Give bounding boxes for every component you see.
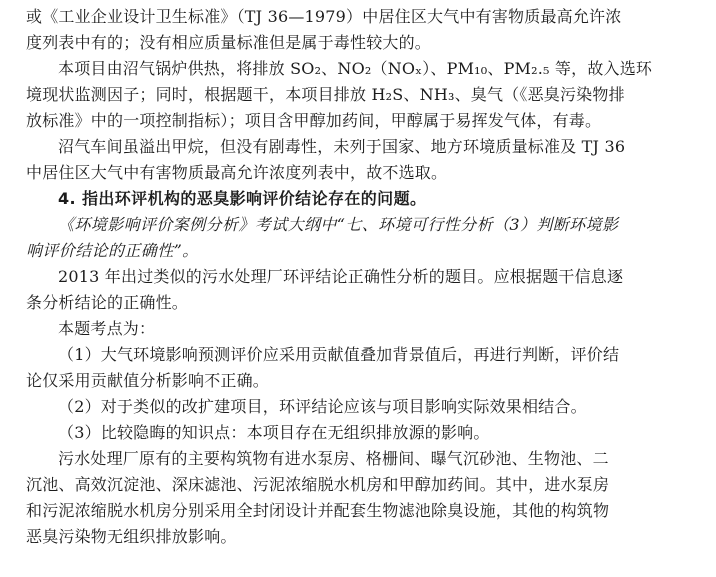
key-point-3: （3）比较隐晦的知识点：本项目存在无组织排放源的影响。 [58, 423, 490, 442]
text-line: 论仅采用贡献值分析影响不正确。 [26, 371, 270, 390]
text-line: 2013 年出过类似的污水处理厂环评结论正确性分析的题目。应根据题干信息逐 [58, 267, 624, 286]
text-line: 度列表中有的；没有相应质量标准但是属于毒性较大的。 [26, 33, 432, 52]
text-line: （1）大气环境影响预测评价应采用贡献值叠加背景值后，再进行判断，评价结 [58, 345, 620, 364]
key-point-2: （2）对于类似的改扩建项目，环评结论应该与项目影响实际效果相结合。 [58, 397, 587, 416]
text-line: 沼气车间虽溢出甲烷，但没有剧毒性，未列于国家、地方环境质量标准及 TJ 36 [58, 137, 626, 156]
paragraph-2013-exam [26, 264, 690, 316]
text-line: 响评价结论的正确性”。 [26, 241, 199, 260]
text-line: 中居住区大气中有害物质最高允许浓度列表中，故不选取。 [26, 163, 448, 182]
text-line: 或《工业企业设计卫生标准》（TJ 36—1979）中居住区大气中有害物质最高允许浓 [26, 7, 622, 26]
paragraph-structures [26, 446, 690, 550]
key-points-intro: 本题考点为： [58, 319, 156, 338]
question-heading: 4. 指出环评机构的恶臭影响评价结论存在的问题。 [58, 189, 427, 208]
paragraph-methane [26, 134, 690, 186]
paragraph-monitoring-factors [26, 56, 690, 134]
text-line: 放标准》中的一项控制指标）；项目含甲醇加药间，甲醇属于易挥发气体，有毒。 [26, 111, 602, 130]
text-line: 境现状监测因子；同时，根据题干，本项目排放 H₂S、NH₃、臭气（《恶臭污染物排 [26, 85, 625, 104]
text-line: 沉池、高效沉淀池、深床滤池、污泥浓缩脱水机房和甲醇加药间。其中，进水泵房 [26, 475, 610, 494]
text-line: 恶臭污染物无组织排放影响。 [26, 527, 237, 546]
key-point-1 [26, 342, 690, 394]
text-line: 《环境影响评价案例分析》考试大纲中“七、环境可行性分析（3）判断环境影 [58, 215, 619, 234]
paragraph-standards-continuation [26, 4, 690, 56]
text-line: 本项目由沼气锅炉供热，将排放 SO₂、NO₂（NOₓ）、PM₁₀、PM₂.₅ 等，故入选环 [58, 59, 653, 78]
text-line: 条分析结论的正确性。 [26, 293, 189, 312]
text-line: 污水处理厂原有的主要构筑物有进水泵房、格栅间、曝气沉砂池、生物池、二 [58, 449, 609, 468]
text-line: 和污泥浓缩脱水机房分别采用全封闭设计并配套生物滤池除臭设施，其他的构筑物 [26, 501, 610, 520]
paragraph-syllabus [26, 212, 690, 264]
